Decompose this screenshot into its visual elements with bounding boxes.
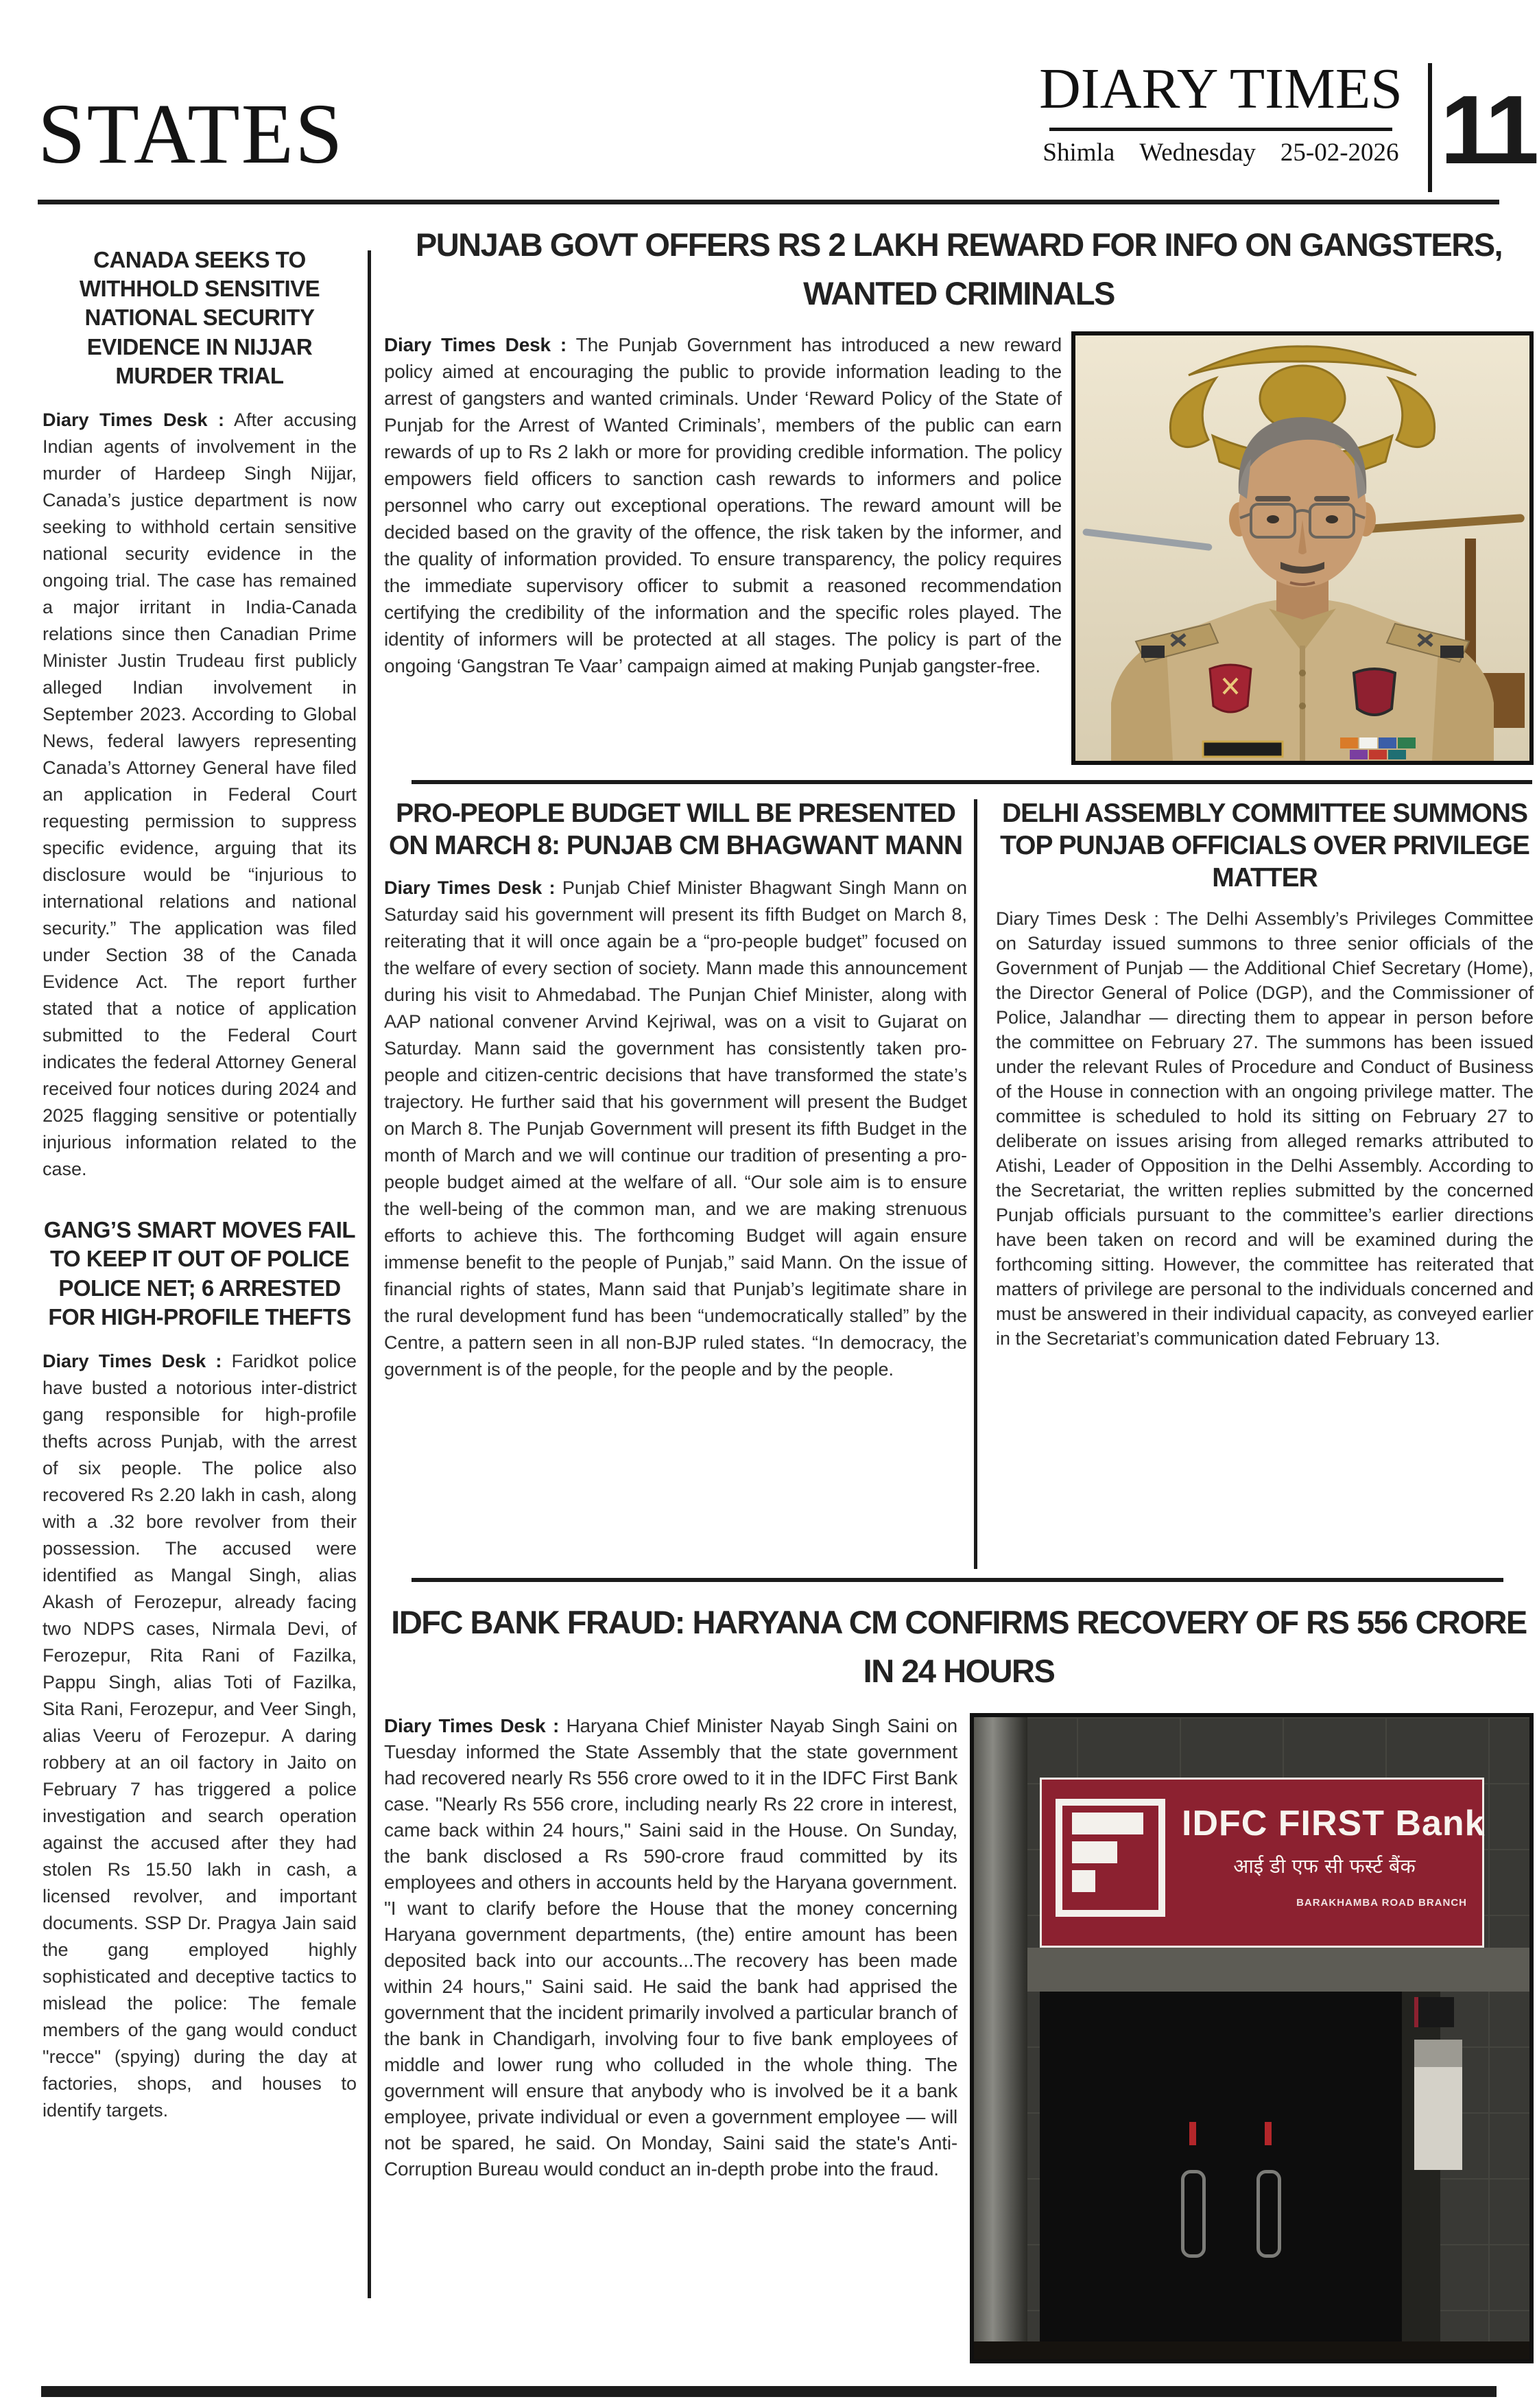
idfc-brand-name-hindi: आई डी एफ सी फर्स्ट बैंक bbox=[1233, 1854, 1416, 1878]
police-officer-illustration bbox=[1075, 335, 1529, 761]
article-reward bbox=[384, 221, 1534, 765]
article-canada-title: CANADA SEEKS TO WITHHOLD SENSITIVE NATIONAL SECURITY EVIDENCE IN NIJJAR MURDER TRIAL bbox=[79, 247, 320, 388]
article-reward-text: The Punjab Government has introduced a new reward policy aimed at encouraging the public to provide information leading to the arrest of gangsters and wanted criminals. Under ‘Reward Policy of the State of Punjab for the Arrest of Wanted Criminals’, members of the public can earn rewards of up to Rs 2 lakh or more for providing credible information. The policy empowers field officers to sanction cash rewards to informers and police personnel who carry out exceptional operations. The reward amount will be decided based on the gravity of the offence, the risk taken by the informer, and the quality of information provided. To ensure transparency, the policy requires the immediate supervisory officer to submit a reasoned recommendation certifying the credibility of the information and the specific roles played. The identity of informers will be protected at all stages. The policy is part of the ongoing ‘Gangstran Te Vaar’ campaign aimed at making Punjab gangster-free. bbox=[384, 334, 1062, 676]
dateline-city: Shimla bbox=[1042, 139, 1115, 167]
article-delhi-body: Diary Times Desk : The Delhi Assembly’s Privileges Committee on Saturday issued summons to three senior officials of the Government of Punjab — the Additional Chief Secretary (Home), the Director General of Police (DGP), and the Commissioner of Police, Jalandhar — directing them to appear in person before the committee on February 27. The summons has been issued under the relevant Rules of Procedure and Conduct of Business of the House in connection with an ongoing privilege matter. The committee is scheduled to hold its sitting on February 27 to deliberate on issues arising from alleged remarks attributed to Atishi, Leader of Opposition in the Delhi Assembly. According to the Secretariat, the written replies submitted by the concerned Punjab officials pursuant to the committee’s earlier directions have been taken on record and will be examined during the forthcoming sitting. However, the committee has reiterated that matters of privilege are personal to the individuals concerned and must be answered in their individual capacity, as conveyed earlier in the Secretariat’s communication dated February 13. bbox=[996, 908, 1534, 1349]
door-handle-icon bbox=[1256, 2170, 1281, 2258]
article-idfc-text: Haryana Chief Minister Nayab Singh Saini on Tuesday informed the State Assembly that the state government had recovered nearly Rs 556 crore owed to it in the IDFC First Bank case. "Nearly Rs 556 crore, including nearly Rs 22 crore in interest, came back within 24 hours," Saini said in the House. On Sunday, the bank disclosed a Rs 590-crore fraud committed by its employees and others in accounts held by the Haryana government. "I want to clarify before the House that the money concerning Haryana government departments, (the) entire amount has been deposited back into our accounts...The recovery has been made within 24 hours," Saini said. He said the bank had apprised the government that the incident primarily involved a particular branch of the bank in Chandigarh, involving four to five bank employees of middle and lower rung who colluded in the whole thing. The government will ensure that anybody who is involved be it a bank employee, private individual or even a government employee — will not be spared, he said. On Monday, Saini said the state's Anti-Corruption Bureau would conduct an in-depth probe into the fraud. bbox=[384, 1715, 957, 2180]
page-bottom-rule bbox=[41, 2386, 1497, 2397]
article-gang-text: Faridkot police have busted a notorious inter-district gang responsible for high-profile thefts across Punjab, with the arrest of six people. The police also recovered Rs 2.20 lakh in cash, along with a .32 bore revolver from their possession. The accused were identified as Mangal Singh, alias Akash of Ferozepur, already facing two NDPS cases, Nirmala Devi, of Ferozepur, Rita Rani of Fazilka, Pappu Singh, alias Toti of Fazilka, Sita Rani, Ferozepur, and Veer Singh, alias Veeru of Ferozepur. A daring robbery at an oil factory in Jaito on February 7 has triggered a police investigation and search operation against the accused after they had stolen Rs 15.50 lakh in cash, a licensed revolver, and important documents. SSP Dr. Pragya Jain said the gang employed highly sophisticated and deceptive tactics to mislead the police: The female members of the gang would conduct "recce" (spying) during the day at factories, shops, and houses to identify targets. bbox=[43, 1351, 357, 2121]
door-sticker bbox=[1265, 2122, 1272, 2145]
door-handle-icon bbox=[1181, 2170, 1206, 2258]
section-rule-top bbox=[412, 780, 1532, 784]
dateline-date: 25-02-2026 bbox=[1280, 139, 1399, 167]
left-column-divider bbox=[368, 250, 371, 2298]
middle-column-divider bbox=[974, 799, 977, 1569]
article-delhi-title: DELHI ASSEMBLY COMMITTEE SUMMONS TOP PUNJAB OFFICIALS OVER PRIVILEGE MATTER bbox=[1000, 799, 1529, 893]
page-number-divider bbox=[1428, 63, 1432, 192]
article-canada bbox=[43, 246, 357, 1183]
byline: Diary Times Desk : bbox=[384, 334, 567, 355]
article-reward-body bbox=[384, 331, 1062, 679]
masthead bbox=[1029, 57, 1413, 167]
article-budget bbox=[384, 798, 967, 1383]
police-officer-photo bbox=[1071, 331, 1534, 765]
article-gang-body bbox=[43, 1348, 357, 2124]
article-budget-text: Punjab Chief Minister Bhagwant Singh Mann on Saturday said his government will present its fifth Budget on March 8, reiterating that it will once again be a “pro-people budget” focused on the welfare of every section of society. Mann made this announcement during his visit to Ahmedabad. The Punjan Chief Minister, along with AAP national convener Arvind Kejriwal, was on a visit to Gujarat on Saturday. Mann said the government has consistently taken pro-people and citizen-centric decisions that have transformed the state’s trajectory. He further said that his government will present the Budget on March 8. The Punjab Government will present its fifth Budget in the month of March and we will continue our tradition of presenting a pro-people budget aimed at the welfare of all. “Our sole aim is to ensure the well-being of the common man, and we are making strenuous efforts to achieve this. The forthcoming Budget will again ensure immense benefit to the people of Punjab,” said Mann. On the issue of financial rights of states, Mann said that Punjab’s legitimate share in the rural development fund has been “undemocratically stalled” by the Centre, a pattern seen in all non-BJP ruled states. “In democracy, the government is of the people, for the people and by the people. bbox=[384, 877, 967, 1380]
left-column bbox=[43, 246, 357, 2124]
floor-strip bbox=[974, 2341, 1529, 2359]
section-title: STATES bbox=[38, 87, 344, 182]
page-number: 11 bbox=[1440, 75, 1536, 185]
idfc-brand-name: IDFC FIRST Bank bbox=[1182, 1804, 1486, 1843]
article-gang-title: GANG’S SMART MOVES FAIL TO KEEP IT OUT OF POLICE POLICE NET; 6 ARRESTED FOR HIGH-PROFILE THEFTS bbox=[43, 1217, 356, 1330]
article-gang bbox=[43, 1216, 357, 2124]
article-budget-title: PRO-PEOPLE BUDGET WILL BE PRESENTED ON MARCH 8: PUNJAB CM BHAGWANT MANN bbox=[389, 799, 962, 860]
article-reward-title: PUNJAB GOVT OFFERS RS 2 LAKH REWARD FOR INFO ON GANGSTERS, WANTED CRIMINALS bbox=[415, 226, 1503, 311]
byline: Diary Times Desk : bbox=[384, 1715, 560, 1736]
header-rule bbox=[38, 200, 1499, 204]
masthead-rule bbox=[1049, 128, 1392, 131]
section-rule-bottom bbox=[412, 1578, 1503, 1582]
idfc-sign bbox=[1040, 1778, 1484, 1948]
article-idfc-title: IDFC BANK FRAUD: HARYANA CM CONFIRMS RECOVERY OF RS 556 CRORE IN 24 HOURS bbox=[391, 1604, 1527, 1689]
nameplate bbox=[1203, 742, 1283, 757]
idfc-bank-photo bbox=[970, 1713, 1534, 2363]
byline: Diary Times Desk : bbox=[43, 410, 224, 431]
doorway-lintel bbox=[1027, 1948, 1529, 1992]
dateline bbox=[1029, 138, 1413, 167]
byline: Diary Times Desk : bbox=[384, 877, 556, 898]
article-budget-body bbox=[384, 875, 967, 1383]
article-delhi bbox=[996, 798, 1534, 1351]
byline: Diary Times Desk : bbox=[43, 1351, 222, 1372]
article-idfc bbox=[384, 1598, 1534, 2363]
masthead-title: DIARY TIMES bbox=[1039, 57, 1403, 121]
dateline-day: Wednesday bbox=[1139, 139, 1256, 167]
door-sticker bbox=[1189, 2122, 1196, 2145]
article-idfc-body bbox=[384, 1713, 957, 2182]
bank-doorway bbox=[1040, 1992, 1402, 2359]
chest-badge-icon bbox=[1210, 665, 1251, 712]
article-canada-body bbox=[43, 407, 357, 1183]
idfc-logo-icon bbox=[1056, 1799, 1165, 1917]
idfc-branch-name: BARAKHAMBA ROAD BRANCH bbox=[1296, 1897, 1467, 1909]
atm-machine bbox=[1414, 2040, 1462, 2170]
stone-pillar bbox=[974, 1717, 1027, 2359]
atm-sign bbox=[1414, 1997, 1454, 2027]
article-canada-text: After accusing Indian agents of involvement in the murder of Hardeep Singh Nijjar, Canada’s justice department is now seeking to withhold certain sensitive national security evidence in the ongoing trial. The case has remained a major irritant in India-Canada relations since then Canadian Prime Minister Justin Trudeau first publicly alleged Indian involvement in September 2023. According to Global News, federal lawyers representing Canada’s Attorney General have filed an application in Federal Court requesting permission to suppress specific evidence, arguing that its disclosure would be “injurious to international relations and national security.” The application was filed under Section 38 of the Canada Evidence Act. The report further stated that a notice of application submitted to the Federal Court indicates the federal Attorney General received four notices during 2024 and 2025 flagging sensitive or potentially injurious information related to the case. bbox=[43, 410, 357, 1180]
